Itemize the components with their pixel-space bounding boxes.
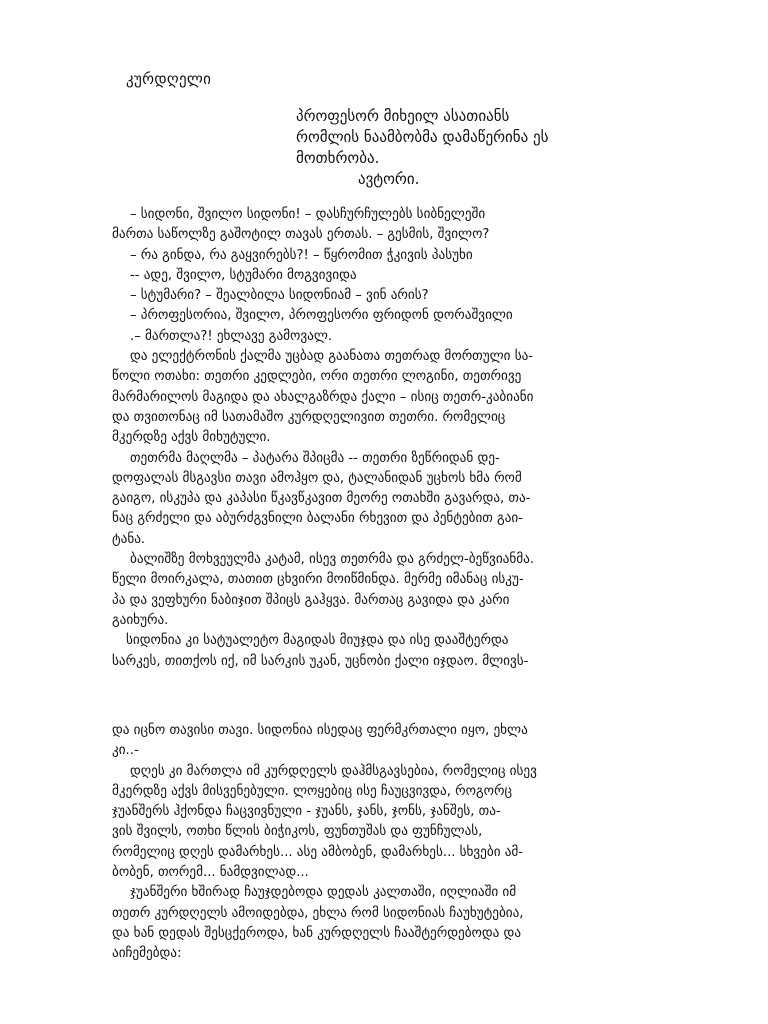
text-line: აიჩემებდა: (112, 946, 182, 962)
text-line: რომელიც დღეს დამარხეს... ასე ამბობენ, დამარხეს... სხვები ამ- (112, 844, 524, 860)
text-line: ბალიშზე მოხვეულმა კატამ, ისევ თეთრმა და გრძელ-ბეწვიანმა. (130, 552, 535, 568)
text-line: კი..- (112, 743, 139, 759)
text-line: გაიხურა. (112, 612, 169, 628)
text-line: .– მართლა?! ეხლავე გამოვალ. (130, 328, 333, 344)
dedication (296, 106, 596, 190)
text-line: მკერდზე აქვს მისვენებული. ლოყებიც ისე ჩაუცვივდა, როგორც (112, 783, 513, 799)
text-line: და ელექტრონის ქალმა უცბად გაანათა თეთრად მორთული სა- (130, 349, 534, 365)
text-line: წელი მოირკალა, თათით ცხვირი მოიწმინდა. მერმე იმანაც ისკუ- (112, 572, 524, 588)
text-line: თეთრ კურდღელს ამოიდებდა, ეხლა რომ სიდონიას ჩაუხუტებია, (112, 905, 524, 921)
text-line: და ხან დედას შესცქეროდა, ხან კურდღელს ჩააშტერდებოდა და (112, 925, 522, 941)
dedication-line: მოთხრობა. (296, 149, 380, 167)
text-line: ჯუანშერი ხშირად ჩაუჯდებოდა დედას კალთაში, იღლიაში იმ (130, 885, 517, 901)
text-line: მკერდზე აქვს მიხუტული. (112, 430, 271, 446)
text-line: თეთრმა მაღლმა – პატარა შპიცმა -- თეთრი ზეწრიდან დე- (130, 450, 500, 466)
text-line: და თვითონაც იმ სათამაშო კურდღელივით თეთრი. რომელიც (112, 409, 506, 425)
text-line: – რა გინდა, რა გაყვირებს?! – წყრომით ჭკივის პასუხი (130, 247, 473, 263)
text-line: სიდონია კი სატუალეტო მაგიდას მიუჯდა და ისე დააშტერდა (126, 633, 509, 649)
text-line: – სიდონი, შვილო სიდონი! – დასჩურჩულებს სიბნელეში (130, 207, 486, 222)
text-line: მარმარილოს მაგიდა და ახალგაზრდა ქალი – ისიც თეთრ-კაბიანი (112, 389, 534, 405)
text-line: ბობენ, თორემ... ნამდვილად... (112, 865, 309, 881)
dedication-line: რომლის ნაამბობმა დამაწერინა ეს (296, 128, 549, 146)
text-line: – პროფესორია, შვილო, პროფესორი ფრიდონ დორაშვილი (130, 308, 513, 324)
text-line: მართა საწოლზე გაშოტილ თავას ერთას. – გესმის, შვილო? (112, 227, 490, 243)
dedication-line: პროფესორ მიხეილ ასათიანს (296, 107, 510, 125)
text-block-2 (112, 721, 652, 965)
text-line: დოფალას მსგავსი თავი ამოჰყო და, ტალანიდან უცხოს ხმა რომ (112, 470, 522, 486)
text-line: – სტუმარი? – შეალბილა სიდონიამ – ვინ არის? (130, 288, 429, 304)
text-line: -- ადე, შვილო, სტუმარი მოგვივიდა (130, 267, 357, 283)
story-title: კურდღელი (126, 70, 212, 88)
text-line: წოლი ოთახი: თეთრი კედლები, ორი თეთრი ლოგინი, თეთრივე (112, 369, 522, 385)
text-line: სარკეს, თითქოს იქ, იმ სარკის უკან, უცნობი ქალი იჯდაო. მლივს- (112, 653, 529, 669)
text-line: ჯუანშერს ჰქონდა ჩაცვივნული - ჯუანს, ჯანს, ჯონს, ჯანშეს, თა- (112, 804, 501, 820)
text-block-1 (112, 205, 652, 672)
text-line: ტანა. (112, 531, 146, 547)
text-line: დღეს კი მართლა იმ კურდღელს დაჰმსგავსებია, რომელიც ისევ (130, 763, 537, 779)
text-line: და იცნო თავისი თავი. სიდონია ისედაც ფერმკრთალი იყო, ეხლა (112, 723, 528, 738)
text-line: ვის შვილს, ოთხი წლის ბიჭიკოს, ფუნთუშას და ფუნჩულას, (112, 824, 483, 840)
text-line: გაიგო, ისკუპა და კაპასი წკავწკავით მეორე ოთახში გავარდა, თა- (112, 491, 531, 507)
text-line: პა და ვეფხური ნაბიჯით შპიცს გაჰყვა. მართაც გავიდა და კარი (112, 592, 510, 608)
dedication-author: ავტორი. (358, 170, 420, 188)
text-line: ნაც გრძელი და აბურძგვნილი ბალანი რხევით და პენტებით გაი- (112, 511, 523, 527)
